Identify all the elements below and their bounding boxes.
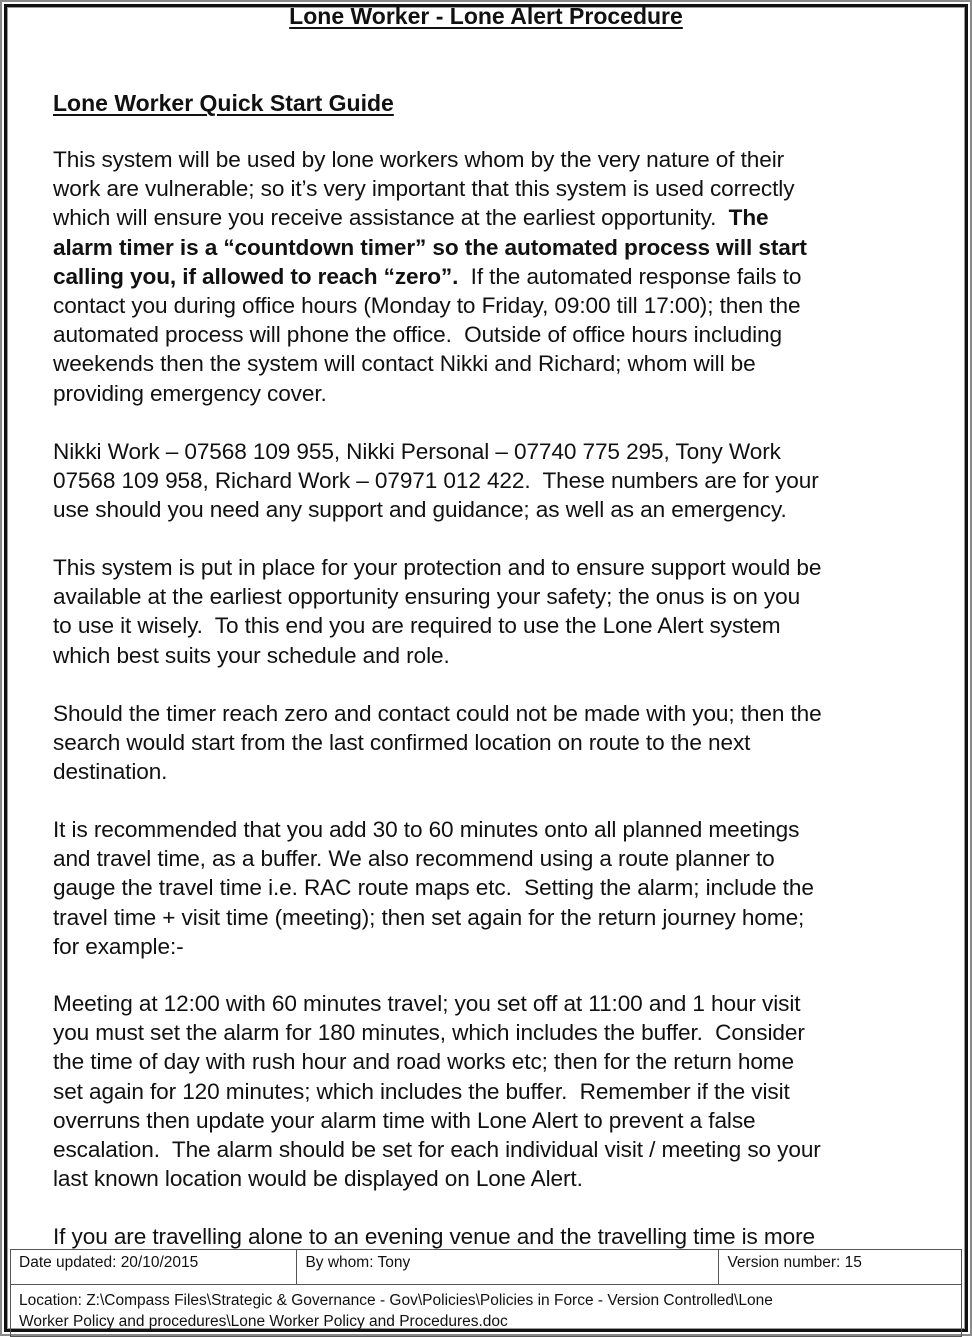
paragraph-line	[53, 903, 933, 932]
text-run: destination.	[53, 759, 168, 785]
section-heading: Lone Worker Quick Start Guide	[53, 90, 394, 116]
file-location-line-1: Location: Z:\Compass Files\Strategic & Governance - Gov\Policies\Policies in Force - Version Controlled\Lone	[19, 1292, 773, 1309]
text-run: Meeting at 12:00 with 60 minutes travel; you set off at 11:00 and 1 hour visit	[53, 991, 801, 1016]
paragraph-line	[53, 1018, 933, 1047]
text-run: search would start from the last confirmed location on route to the next	[53, 730, 751, 756]
paragraph-line	[53, 699, 933, 728]
paragraph-line	[53, 1164, 933, 1193]
file-location-line-2: Worker Policy and procedures\Lone Worker Policy and Procedures.doc	[19, 1313, 508, 1330]
paragraph-protection	[53, 553, 933, 670]
bold-text: alarm timer is a “countdown timer” so the automated process will start	[53, 234, 807, 260]
text-run: use should you need any support and guidance; as well as an emergency.	[53, 497, 787, 523]
paragraph-line	[53, 145, 933, 174]
text-run: which best suits your schedule and role.	[53, 642, 450, 668]
text-run: for example:-	[53, 933, 184, 959]
paragraph-line	[53, 844, 933, 873]
paragraph-line	[53, 1047, 933, 1076]
bold-text: calling you, if allowed to reach “zero”.	[53, 263, 459, 289]
paragraph-line	[53, 1135, 933, 1164]
text-run: If you are travelling alone to an evening venue and the travelling time is more	[53, 1224, 815, 1249]
text-run: which will ensure you receive assistance at the earliest opportunity.	[53, 205, 729, 231]
paragraph-line	[53, 757, 933, 786]
text-run: contact you during office hours (Monday to Friday, 09:00 till 17:00); then the	[53, 293, 801, 319]
text-run: last known location would be displayed on Lone Alert.	[53, 1166, 583, 1192]
file-location-cell	[11, 1285, 962, 1337]
text-run: to use it wisely. To this end you are required to use the Lone Alert system	[53, 613, 781, 639]
paragraph-line	[53, 873, 933, 902]
version-number-cell: Version number: 15	[719, 1250, 962, 1285]
bold-text: The	[728, 205, 769, 231]
paragraph-line	[53, 1106, 933, 1135]
paragraph-timer-zero	[53, 699, 933, 787]
paragraph-line	[53, 291, 933, 320]
paragraph-recommendation	[53, 815, 933, 961]
paragraph-line	[53, 728, 933, 757]
paragraph-line	[53, 203, 933, 232]
paragraph-line	[53, 1077, 933, 1106]
paragraph-contacts	[53, 437, 933, 525]
paragraph-line	[53, 495, 933, 524]
text-run: providing emergency cover.	[53, 380, 327, 406]
paragraph-line	[53, 437, 933, 466]
paragraph-line	[53, 815, 933, 844]
paragraph-line	[53, 611, 933, 640]
paragraph-line	[53, 553, 933, 582]
paragraph-line	[53, 1222, 933, 1251]
paragraph-line	[53, 379, 933, 408]
paragraph-line	[53, 320, 933, 349]
text-run: It is recommended that you add 30 to 60 minutes onto all planned meetings	[53, 817, 800, 842]
paragraph-line	[53, 932, 933, 961]
paragraph-evening	[53, 1222, 933, 1251]
text-run: This system will be used by lone workers whom by the very nature of their	[53, 147, 785, 172]
text-run: and travel time, as a buffer. We also recommend using a route planner to	[53, 846, 775, 872]
text-run: automated process will phone the office. Outside of office hours including	[53, 322, 782, 348]
text-run: work are vulnerable; so it’s very important that this system is used correctly	[53, 176, 795, 202]
paragraph-line	[53, 174, 933, 203]
text-run: If the automated response fails to	[458, 263, 802, 289]
paragraph-line	[53, 582, 933, 611]
text-run: set again for 120 minutes; which includes the buffer. Remember if the visit	[53, 1078, 790, 1104]
paragraph-example	[53, 989, 933, 1193]
paragraph-line	[53, 233, 933, 262]
paragraph-line	[53, 262, 933, 291]
text-run: gauge the travel time i.e. RAC route maps etc. Setting the alarm; include the	[53, 875, 814, 901]
paragraph-line	[53, 641, 933, 670]
paragraph-intro	[53, 145, 933, 408]
paragraph-line	[53, 989, 933, 1018]
text-run: weekends then the system will contact Nikki and Richard; whom will be	[53, 351, 756, 377]
document-footer-table	[10, 1249, 962, 1337]
text-run: you must set the alarm for 180 minutes, which includes the buffer. Consider	[53, 1020, 805, 1046]
text-run: the time of day with rush hour and road works etc; then for the return home	[53, 1049, 794, 1075]
document-title: Lone Worker - Lone Alert Procedure	[289, 3, 683, 29]
text-run: 07568 109 958, Richard Work – 07971 012 422. These numbers are for your	[53, 468, 819, 494]
text-run: This system is put in place for your protection and to ensure support would be	[53, 555, 822, 580]
text-run: Should the timer reach zero and contact could not be made with you; then the	[53, 701, 822, 726]
text-run: travel time + visit time (meeting); then set again for the return journey home;	[53, 904, 805, 930]
by-whom-cell: By whom: Tony	[297, 1250, 719, 1285]
text-run: overruns then update your alarm time with Lone Alert to prevent a false	[53, 1107, 756, 1133]
paragraph-line	[53, 466, 933, 495]
text-run: escalation. The alarm should be set for each individual visit / meeting so your	[53, 1137, 821, 1163]
text-run: Nikki Work – 07568 109 955, Nikki Personal – 07740 775 295, Tony Work	[53, 439, 781, 464]
text-run: available at the earliest opportunity ensuring your safety; the onus is on you	[53, 584, 801, 610]
paragraph-line	[53, 349, 933, 378]
date-updated-cell: Date updated: 20/10/2015	[11, 1250, 297, 1285]
